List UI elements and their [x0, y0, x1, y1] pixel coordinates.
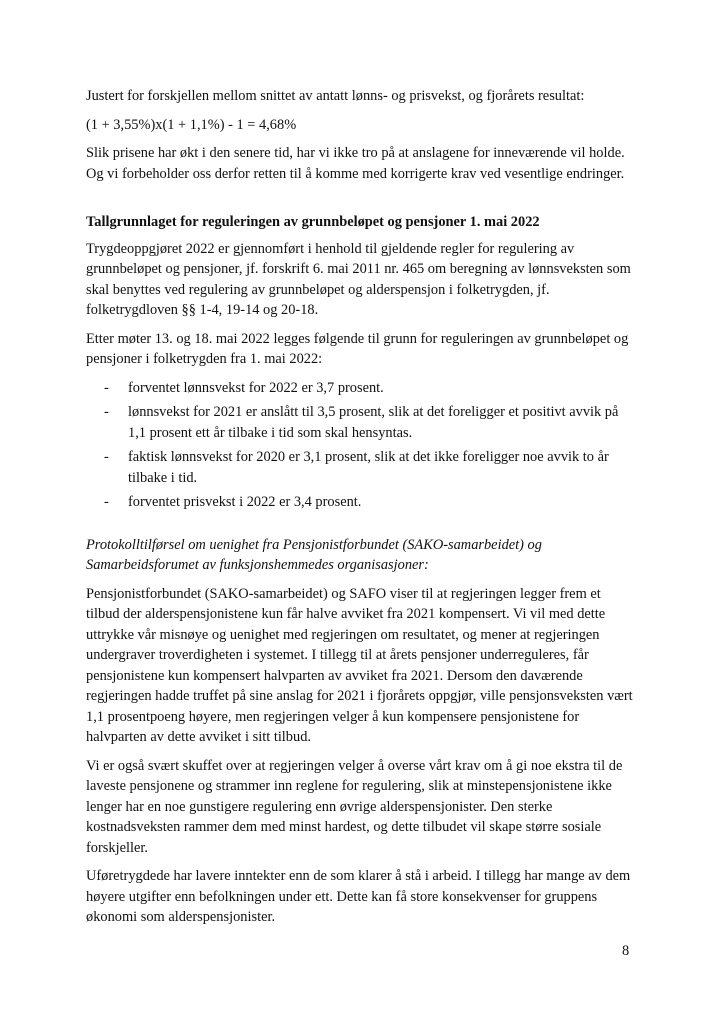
protocol-paragraph-1: Pensjonistforbundet (SAKO-samarbeidet) og SAFO viser til at regjeringen legger frem et tilbud der alderspensjonistene kun får halve avviket fra 2021 kompensert. Vi vil med dette uttrykke vår misnøye og uenighet med regjeringen om resultatet, og mener at regjeringen undergraver troverdigheten i systemet. I tillegg til at årets pensjoner underreguleres, får pensjonistene kun kompensert halvparten av avviket fra 2021. Dersom den daværende regjeringen hadde truffet på sine anslag for 2021 i fjorårets oppgjør, ville pensjonsveksten vært 1,1 prosentpoeng høyere, men regjeringen velger å kun kompensere pensjonistene for halvparten av dette avviket i sitt tilbud. [86, 585, 633, 745]
bullet-marker: - [104, 379, 109, 396]
list-item [86, 492, 634, 513]
intro-formula: (1 + 3,55%)x(1 + 1,1%) - 1 = 4,68% [86, 116, 297, 133]
section-heading: Tallgrunnlaget for reguleringen av grunnbeløpet og pensjoner 1. mai 2022 [86, 214, 540, 230]
intro-reservation-text: Slik prisene har økt i den senere tid, har vi ikke tro på at anslagene for inneværende vil holde. Og vi forbeholder oss derfor retten til å komme med korrigerte krav ved vesentlige endringer. [86, 145, 625, 182]
section-paragraph-2: Etter møter 13. og 18. mai 2022 legges følgende til grunn for reguleringen av grunnbeløpet og pensjoner i folketrygden fra 1. mai 2022: [86, 330, 629, 367]
bullet-marker: - [104, 449, 109, 465]
list-item-text: forventet lønnsvekst for 2022 er 3,7 prosent. [128, 379, 384, 396]
list-item [86, 402, 634, 443]
list-item-text: lønnsvekst for 2021 er anslått til 3,5 prosent, slik at det foreligger et positivt avvik på 1,1 prosent ett år tilbake i tid som skal hensyntas. [128, 404, 619, 441]
bullet-marker: - [104, 404, 109, 420]
protocol-title: Protokolltilførsel om uenighet fra Pensjonistforbundet (SAKO-samarbeidet) og Samarbeidsforumet av funksjonshemmedes organisasjoner: [86, 536, 542, 573]
bullet-marker: - [104, 494, 109, 510]
list-item [86, 378, 634, 399]
list-item-text: faktisk lønnsvekst for 2020 er 3,1 prosent, slik at det ikke foreligger noe avvik to år tilbake i tid. [128, 449, 609, 486]
intro-adjustment-text: Justert for forskjellen mellom snittet av antatt lønns- og prisvekst, og fjorårets resultat: [86, 88, 585, 104]
section-paragraph-1: Trygdeoppgjøret 2022 er gjennomført i henhold til gjeldende regler for regulering av grunnbeløpet og pensjoner, jf. forskrift 6. mai 2011 nr. 465 om beregning av lønnsveksten som skal benyttes ved regulering av grunnbeløpet og alderspensjon i folketrygden, jf. folketrygdloven §§ 1-4, 19-14 og 20-18. [86, 240, 631, 318]
page-number: 8 [622, 943, 630, 959]
list-item [86, 447, 634, 488]
protocol-paragraph-3: Uføretrygdede har lavere inntekter enn de som klarer å stå i arbeid. I tillegg har mange av dem høyere utgifter enn befolkningen under ett. Dette kan få store konsekvenser for gruppens økonomi som alderspensjonister. [86, 868, 631, 925]
bullet-list [86, 378, 634, 513]
document-page [86, 86, 634, 936]
list-item-text: forventet prisvekst i 2022 er 3,4 prosent. [128, 494, 362, 510]
protocol-paragraph-2: Vi er også svært skuffet over at regjeringen velger å overse vårt krav om å gi noe ekstra til de laveste pensjonene og strammer inn reglene for regulering, slik at minstepensjonistene ikke lenger har en noe gunstigere regulering enn øvrige alderspensjonister. Den sterke kostnadsveksten rammer dem med minst hardest, og dette tilbudet vil skape større sosiale forskjeller. [86, 757, 623, 856]
